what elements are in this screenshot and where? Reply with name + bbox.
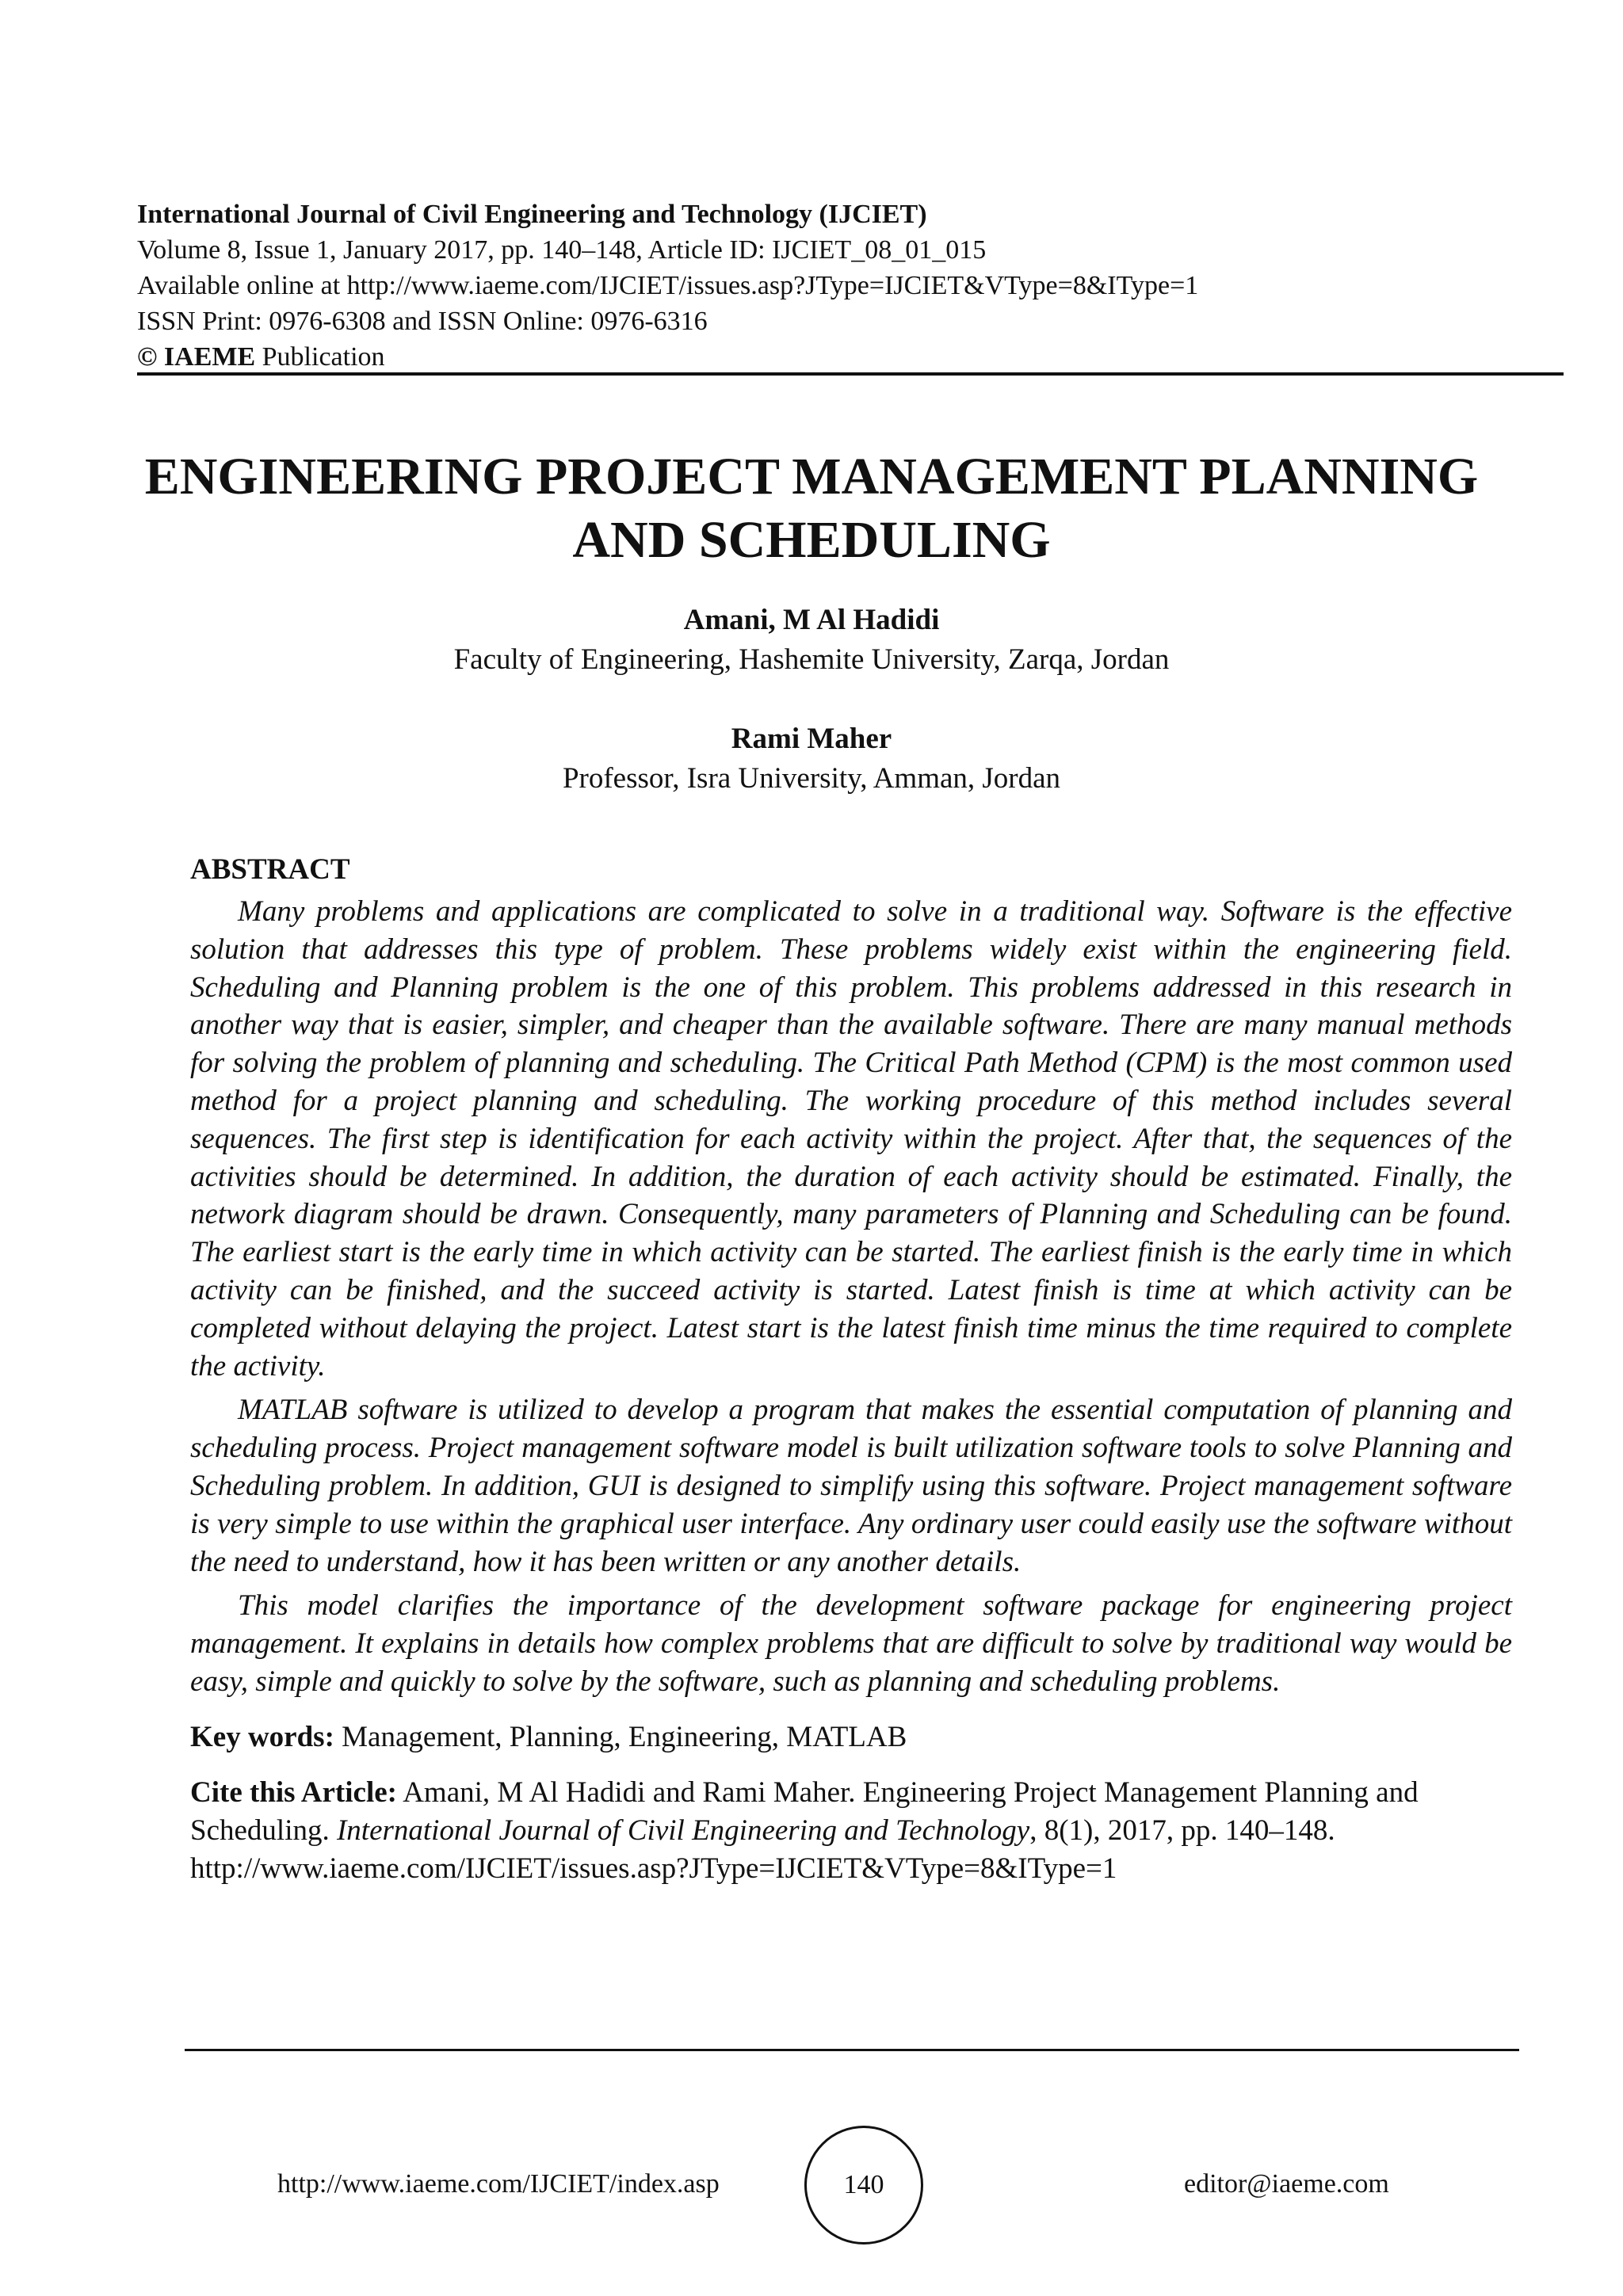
paper-title	[79, 445, 1544, 572]
page-number-badge	[804, 2126, 923, 2245]
issn-line: ISSN Print: 0976-6308 and ISSN Online: 0976-6316	[137, 307, 708, 336]
citation-divider	[185, 2049, 1519, 2051]
author-2	[79, 719, 1544, 799]
keywords	[190, 1718, 1512, 1756]
title-line-2: AND SCHEDULING	[572, 511, 1051, 569]
cite-text: Amani, M Al Hadidi and Rami Maher. Engineering Project Management Planning and Scheduling.	[190, 1775, 1419, 1847]
author-affiliation: Faculty of Engineering, Hashemite University, Zarqa, Jordan	[453, 643, 1170, 676]
cite-label: Cite this Article:	[190, 1775, 397, 1809]
author-name: Amani, M Al Hadidi	[683, 604, 940, 636]
publisher-suffix: Publication	[255, 342, 385, 372]
cite-url[interactable]: http://www.iaeme.com/IJCIET/issues.asp?JType=IJCIET&VType=8&IType=1	[190, 1852, 1117, 1885]
header-divider	[137, 372, 1564, 376]
footer-email[interactable]: editor@iaeme.com	[1184, 2169, 1389, 2199]
publisher-name: IAEME	[163, 342, 256, 372]
footer-url[interactable]: http://www.iaeme.com/IJCIET/index.asp	[277, 2169, 720, 2199]
author-affiliation: Professor, Isra University, Amman, Jordan	[562, 762, 1061, 795]
page-number: 140	[843, 2170, 884, 2199]
author-name: Rami Maher	[731, 723, 892, 755]
cite-journal: International Journal of Civil Engineering and Technology	[336, 1814, 1030, 1847]
availability-line: Available online at http://www.iaeme.com/IJCIET/issues.asp?JType=IJCIET&VType=8&IType=1	[137, 271, 1199, 300]
abstract-heading: ABSTRACT	[190, 853, 350, 886]
publisher-line	[137, 339, 1564, 375]
author-1	[79, 601, 1544, 680]
keywords-label: Key words:	[190, 1720, 334, 1753]
abstract-paragraph: Many problems and applications are complicated to solve in a traditional way. Software is the effective solution that addresses this type of problem. These problems widely exist within the engineering field. Scheduling and Planning problem is the one of this problem. This problems addressed in this research in another way that is easier, simpler, and cheaper than the available software. There are many manual methods for solving the problem of planning and scheduling. The Critical Path Method (CPM) is the most common used method for a project planning and scheduling. The working procedure of this method includes several sequences. The first step is identification for each activity within the project. After that, the sequences of the activities should be determined. In addition, the duration of each activity should be estimated. Finally, the network diagram should be drawn. Consequently, many parameters of Planning and Scheduling can be found. The earliest start is the early time in which activity can be started. The earliest finish is the early time in which activity can be finished, and the succeed activity is started. Latest finish is time at which activity can be completed without delaying the project. Latest start is the latest finish time minus the time required to complete the activity.	[190, 895, 1512, 1383]
abstract-section	[190, 850, 1512, 1888]
keywords-text: Management, Planning, Engineering, MATLAB	[334, 1720, 907, 1753]
copyright-symbol: ©	[137, 342, 158, 372]
journal-name: International Journal of Civil Engineering and Technology (IJCIET)	[137, 200, 927, 229]
cite-volume: , 8(1), 2017, pp. 140–148.	[1029, 1814, 1335, 1847]
title-line-1: ENGINEERING PROJECT MANAGEMENT PLANNING	[144, 448, 1479, 505]
journal-header	[137, 196, 1564, 375]
citation	[190, 1774, 1512, 1888]
volume-line: Volume 8, Issue 1, January 2017, pp. 140–148, Article ID: IJCIET_08_01_015	[137, 235, 987, 265]
abstract-paragraph: MATLAB software is utilized to develop a program that makes the essential computation of planning and scheduling process. Project management software model is built utilization software tools to solve Planning and Scheduling problem. In addition, GUI is designed to simplify using this software. Project management software is very simple to use within the graphical user interface. Any ordinary user could easily use the software without the need to understand, how it has been written or any another details.	[190, 1394, 1512, 1578]
abstract-paragraph: This model clarifies the importance of the development software package for engineering project management. It explains in details how complex problems that are difficult to solve by traditional way would be easy, simple and quickly to solve by the software, such as planning and scheduling problems.	[190, 1589, 1512, 1698]
